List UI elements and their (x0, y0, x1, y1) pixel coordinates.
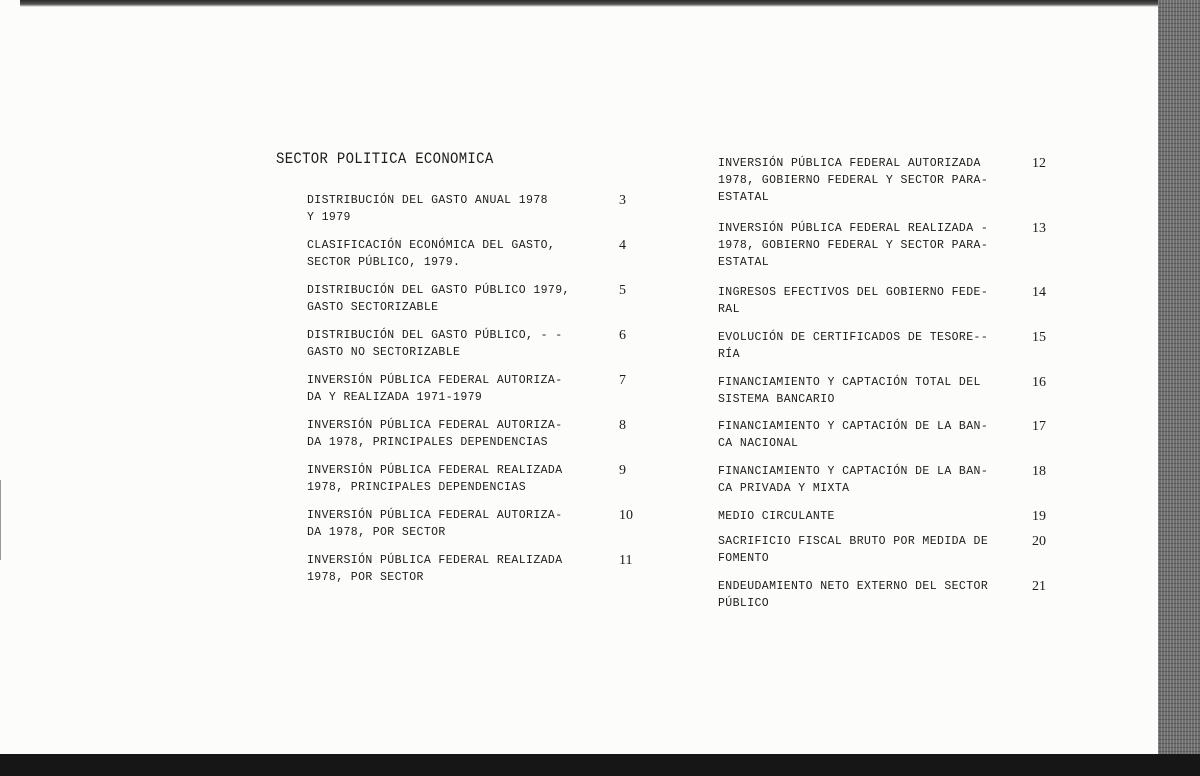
entry-title: MEDIO CIRCULANTE (718, 510, 835, 523)
entry-page: 17 (1032, 419, 1046, 434)
toc-entry (307, 327, 626, 361)
toc-entry (718, 155, 1046, 206)
entry-page: 8 (619, 418, 626, 433)
entry-page: 6 (619, 328, 626, 343)
entry-title: DISTRIBUCIÓN DEL GASTO PÚBLICO 1979, GASTO SECTORIZABLE (307, 284, 570, 314)
toc-entry (718, 533, 1046, 567)
toc-entry (307, 552, 633, 586)
section-title: SECTOR POLITICA ECONOMICA (276, 151, 494, 169)
entry-title: FINANCIAMIENTO Y CAPTACIÓN TOTAL DEL SISTEMA BANCARIO (718, 376, 981, 406)
toc-entry (718, 463, 1046, 497)
toc-entry (718, 284, 1046, 318)
entry-page: 4 (619, 238, 626, 253)
entry-page: 21 (1032, 579, 1046, 594)
entry-title: FINANCIAMIENTO Y CAPTACIÓN DE LA BAN- CA NACIONAL (718, 420, 989, 450)
entry-title: INVERSIÓN PÚBLICA FEDERAL AUTORIZA- DA 1978, POR SECTOR (307, 509, 563, 539)
entry-page: 7 (619, 373, 626, 388)
toc-entry (307, 462, 626, 496)
toc-entry (307, 237, 626, 271)
entry-page: 12 (1032, 156, 1046, 171)
entry-title: INGRESOS EFECTIVOS DEL GOBIERNO FEDE- RAL (718, 286, 989, 316)
toc-entry (718, 220, 1046, 271)
toc-entry (307, 192, 626, 226)
entry-title: FINANCIAMIENTO Y CAPTACIÓN DE LA BAN- CA PRIVADA Y MIXTA (718, 465, 989, 495)
entry-title: INVERSIÓN PÚBLICA FEDERAL AUTORIZA- DA 1978, PRINCIPALES DEPENDENCIAS (307, 419, 563, 449)
entry-title: INVERSIÓN PÚBLICA FEDERAL AUTORIZA- DA Y REALIZADA 1971-1979 (307, 374, 563, 404)
entry-title: ENDEUDAMIENTO NETO EXTERNO DEL SECTOR PÚBLICO (718, 580, 989, 610)
toc-entry (718, 418, 1046, 452)
entry-page: 9 (619, 463, 626, 478)
entry-page: 5 (619, 283, 626, 298)
entry-page: 13 (1032, 221, 1046, 236)
entry-title: DISTRIBUCIÓN DEL GASTO ANUAL 1978 Y 1979 (307, 194, 548, 224)
entry-title: INVERSIÓN PÚBLICA FEDERAL REALIZADA 1978, POR SECTOR (307, 554, 563, 584)
toc-entry (718, 508, 1046, 525)
entry-title: INVERSIÓN PÚBLICA FEDERAL AUTORIZADA 1978, GOBIERNO FEDERAL Y SECTOR PARA- ESTATAL (718, 157, 989, 204)
toc-entry (718, 374, 1046, 408)
entry-page: 19 (1032, 509, 1046, 524)
toc-entry (307, 282, 626, 316)
entry-page: 10 (619, 508, 633, 523)
entry-title: INVERSIÓN PÚBLICA FEDERAL REALIZADA 1978, PRINCIPALES DEPENDENCIAS (307, 464, 563, 494)
scan-bottom-edge (0, 754, 1200, 776)
toc-entry (307, 507, 633, 541)
entry-page: 15 (1032, 330, 1046, 345)
entry-page: 20 (1032, 534, 1046, 549)
entry-title: EVOLUCIÓN DE CERTIFICADOS DE TESORE-- RÍA (718, 331, 989, 361)
scan-left-mark (0, 480, 1, 560)
entry-page: 11 (619, 553, 633, 568)
entry-title: SACRIFICIO FISCAL BRUTO POR MEDIDA DE FOMENTO (718, 535, 989, 565)
entry-title: DISTRIBUCIÓN DEL GASTO PÚBLICO, - - GASTO NO SECTORIZABLE (307, 329, 563, 359)
entry-page: 14 (1032, 285, 1046, 300)
entry-title: INVERSIÓN PÚBLICA FEDERAL REALIZADA - 1978, GOBIERNO FEDERAL Y SECTOR PARA- ESTATAL (718, 222, 989, 269)
toc-entry (307, 372, 626, 406)
scan-right-edge (1158, 0, 1200, 776)
toc-entry (307, 417, 626, 451)
entry-page: 16 (1032, 375, 1046, 390)
toc-entry (718, 578, 1046, 612)
toc-entry (718, 329, 1046, 363)
entry-page: 18 (1032, 464, 1046, 479)
entry-page: 3 (619, 193, 626, 208)
entry-title: CLASIFICACIÓN ECONÓMICA DEL GASTO, SECTOR PÚBLICO, 1979. (307, 239, 556, 269)
scan-top-edge (20, 0, 1160, 7)
